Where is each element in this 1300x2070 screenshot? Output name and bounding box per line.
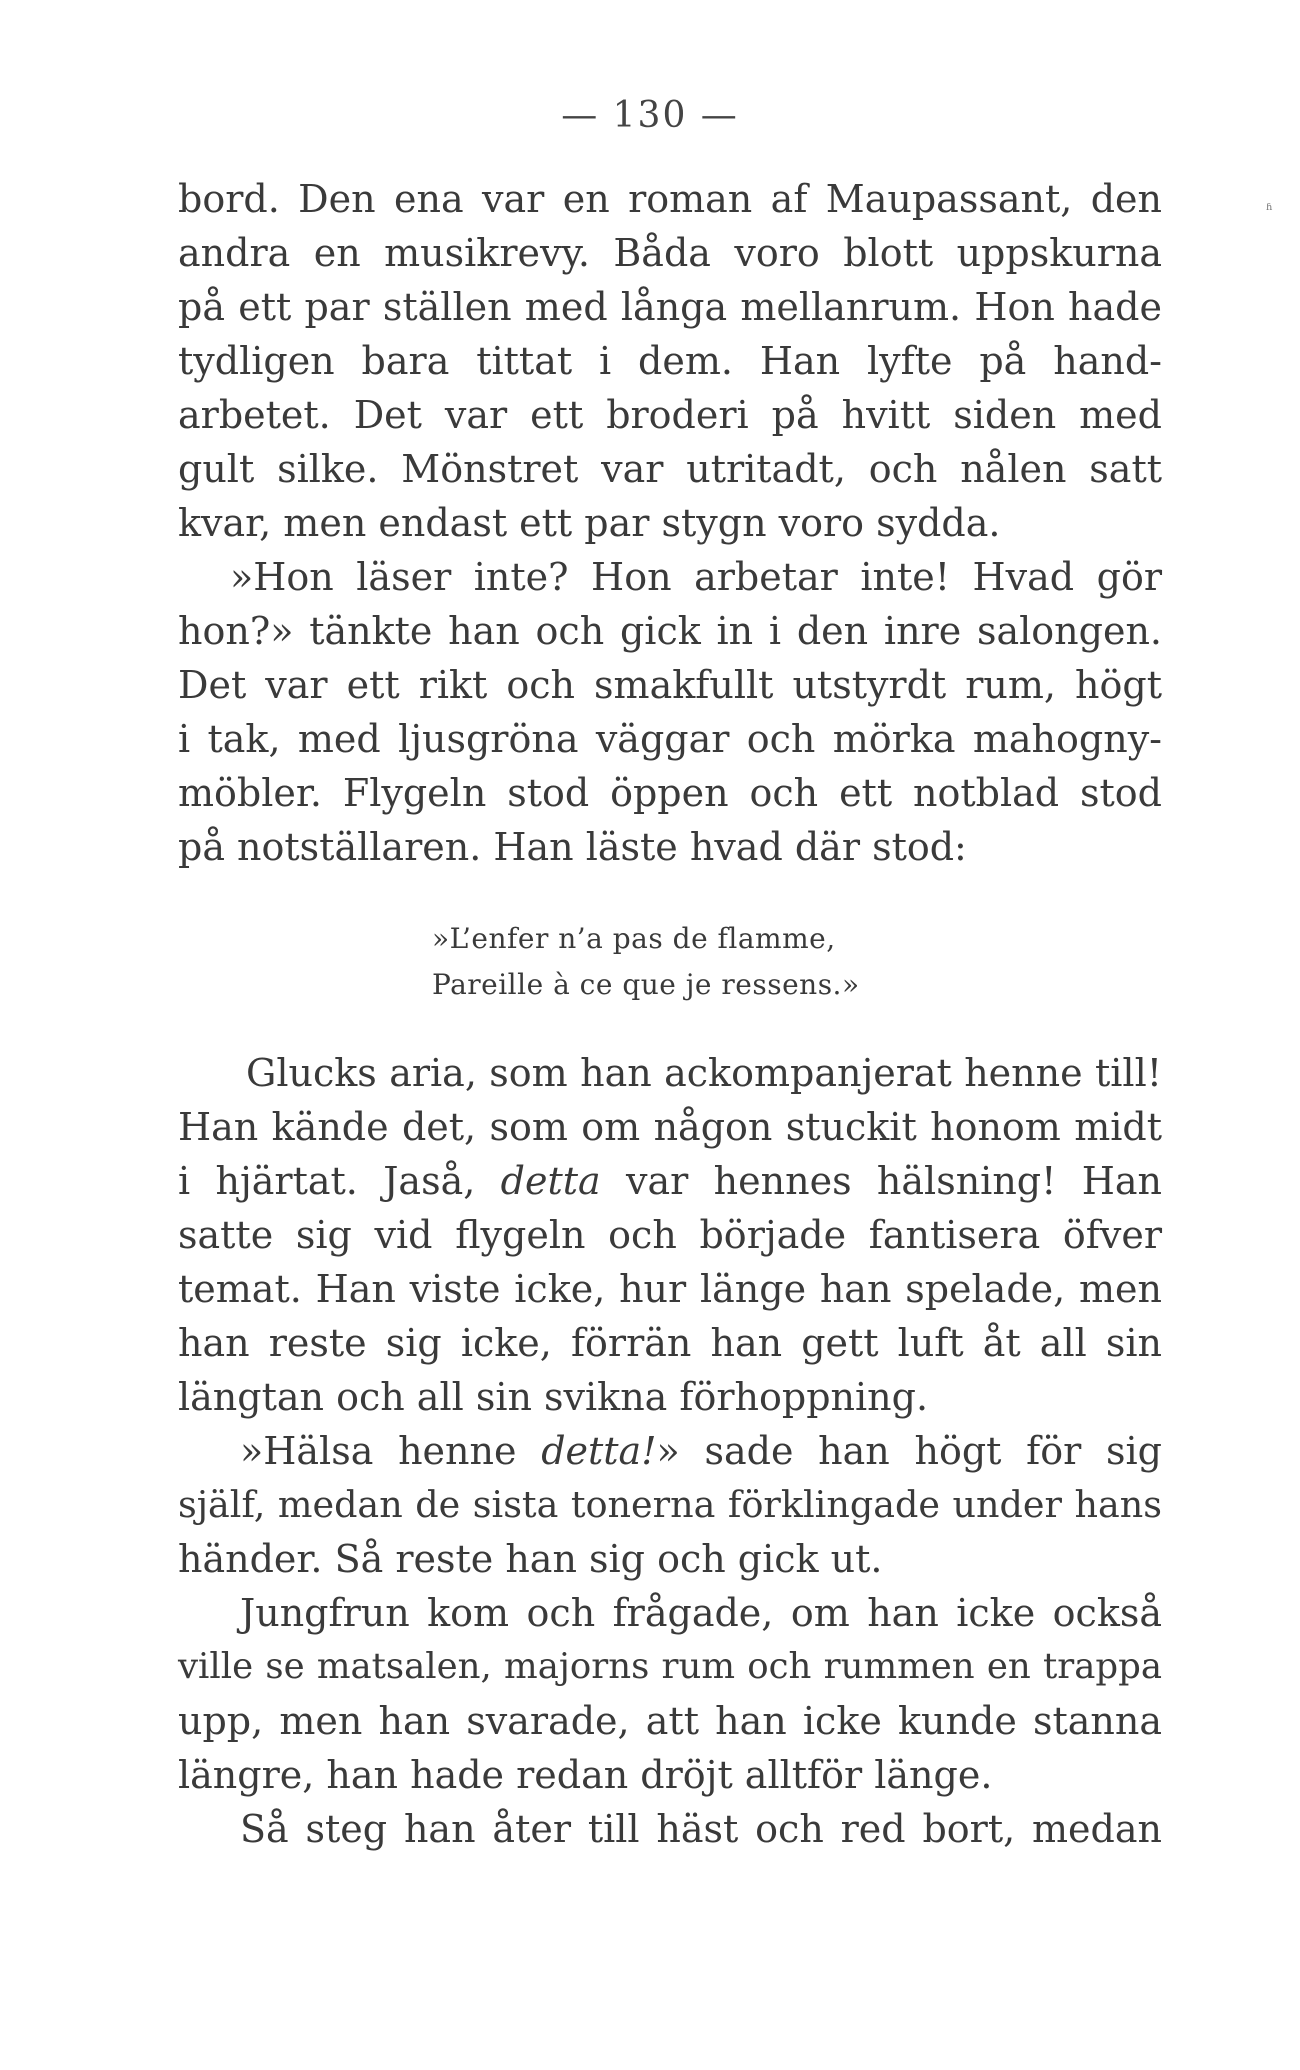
text-fragment: »Hälsa henne xyxy=(240,1429,542,1473)
quote-line: Pareille à ce que je ressens.» xyxy=(432,968,860,1001)
text-line xyxy=(178,1424,1162,1478)
text-line: längtan och all sin svikna förhoppning. xyxy=(178,1375,929,1419)
text-line: själf, medan de sista tonerna förklingade under hans xyxy=(178,1483,1162,1526)
text-line: längre, han hade redan dröjt alltför länge. xyxy=(178,1753,993,1797)
text-line: »Hon läser inte? Hon arbetar inte! Hvad gör xyxy=(230,555,1162,599)
text-line: på ett par ställen med långa mellanrum. Hon hade xyxy=(178,285,1162,329)
emphasis: detta xyxy=(500,1159,601,1203)
text-line: tydligen bara tittat i dem. Han lyfte på hand- xyxy=(178,339,1162,383)
text-fragment: i hjärtat. Jaså, xyxy=(178,1159,501,1203)
text-line xyxy=(178,1154,1162,1208)
text-line: i tak, med ljusgröna väggar och mörka mahogny- xyxy=(178,717,1162,761)
text-line: andra en musikrevy. Båda voro blott uppskurna xyxy=(178,231,1162,275)
page-number: — 130 — xyxy=(561,95,739,136)
text-line: han reste sig icke, förrän han gett luft åt all sin xyxy=(178,1321,1162,1365)
text-line: gult silke. Mönstret var utritadt, och nålen satt xyxy=(178,447,1162,491)
text-line: på notställaren. Han läste hvad där stod: xyxy=(178,825,967,869)
paragraph-1 xyxy=(178,172,1162,874)
text-line: Så steg han åter till häst och red bort, medan xyxy=(240,1807,1162,1851)
text-line: möbler. Flygeln stod öppen och ett notblad stod xyxy=(178,771,1162,815)
text-fragment: var hennes hälsning! Han xyxy=(600,1159,1162,1203)
text-line: Jungfrun kom och frågade, om han icke också xyxy=(240,1591,1162,1635)
text-line: Det var ett rikt och smakfullt utstyrdt rum, högt xyxy=(178,663,1162,707)
text-line: arbetet. Det var ett broderi på hvitt siden med xyxy=(178,393,1162,437)
text-line: temat. Han viste icke, hur länge han spelade, men xyxy=(178,1267,1162,1311)
emphasis: detta! xyxy=(541,1429,657,1473)
text-line: hon?» tänkte han och gick in i den inre salongen. xyxy=(178,609,1162,653)
text-line: ville se matsalen, majorns rum och rummen en trappa xyxy=(178,1646,1162,1687)
text-line: upp, men han svarade, att han icke kunde stanna xyxy=(178,1699,1162,1743)
stray-mark: ʱ xyxy=(1266,200,1273,219)
text-line: bord. Den ena var en roman af Maupassant, den xyxy=(178,177,1162,221)
text-line: satte sig vid flygeln och började fantisera öfver xyxy=(178,1213,1162,1257)
paragraph-2 xyxy=(178,1046,1162,1856)
text-fragment: » sade han högt för sig xyxy=(656,1429,1162,1473)
quote-line: »L’enfer n’a pas de flamme, xyxy=(432,922,836,955)
text-line: händer. Så reste han sig och gick ut. xyxy=(178,1537,883,1581)
text-line: Han kände det, som om någon stuckit honom midt xyxy=(178,1105,1162,1149)
text-line: kvar, men endast ett par stygn voro sydda. xyxy=(178,501,1001,545)
verse-quote xyxy=(432,916,860,1008)
text-line: Glucks aria, som han ackompanjerat henne till! xyxy=(246,1051,1162,1095)
